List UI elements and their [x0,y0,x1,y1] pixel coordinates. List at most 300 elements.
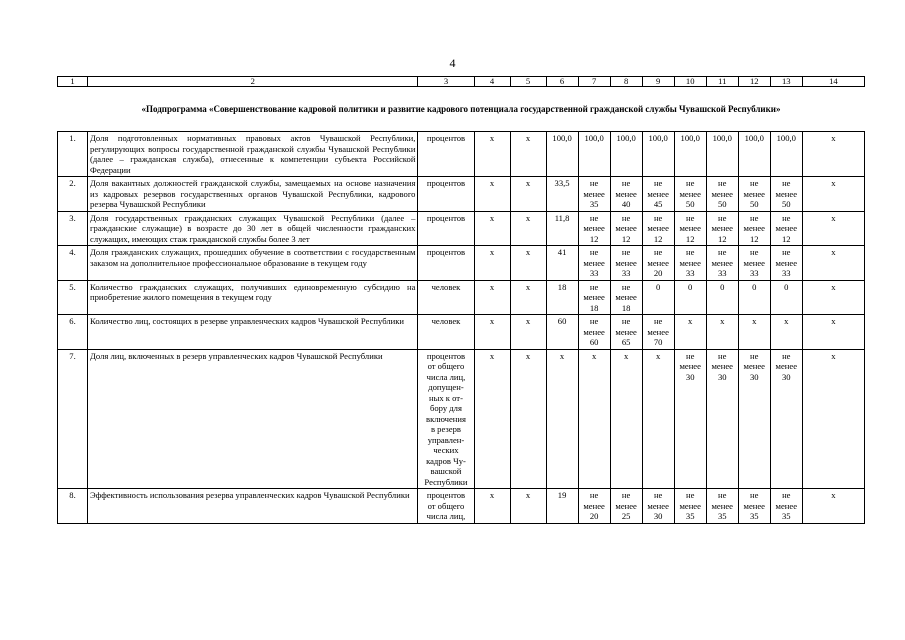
value-cell [770,177,802,212]
value-line: 60 [557,316,567,326]
value-line: менее [647,257,669,268]
value-cell [770,211,802,246]
value-cell [706,349,738,489]
value-cell [706,132,738,177]
unit-line: от общего [427,500,465,511]
value-line: не [782,178,791,188]
column-number-cell: 3 [418,77,474,87]
unit-line: включения [426,413,466,424]
value-line: 50 [782,199,791,209]
column-number-cell: 4 [474,77,510,87]
unit-line: человек [431,281,461,292]
value-line: не [782,212,791,223]
column-number-cell: 8 [610,77,642,87]
unit-cell [418,489,474,524]
value-cell [738,132,770,177]
value-line: не [621,316,631,326]
value-cell [474,246,510,281]
column-number-cell: 6 [546,77,578,87]
value-cell [610,349,642,489]
value-line: 65 [621,337,631,347]
column-number-cell: 11 [706,77,738,87]
value-line: 100,0 [616,133,636,143]
value-cell [474,177,510,212]
value-cell [674,132,706,177]
value-line: не [685,178,695,188]
table-row [58,315,865,350]
value-cell [510,132,546,177]
value-line: менее [679,361,701,371]
value-line: х [656,350,661,361]
row-number-cell: 4. [58,246,88,281]
value-line: не [750,247,759,257]
value-cell [674,246,706,281]
value-cell [802,315,864,350]
value-line: х [688,316,693,326]
value-line: не [621,281,631,292]
indicator-name-cell: Доля государственных гражданских служащих Чувашской Республики (далее – гражданские служащие) в возрасте до 30 лет в общей численности гражданских служащих, имеющих стаж гражданской службы более 3 лет [88,211,418,246]
value-line: х [831,350,836,361]
value-cell [802,280,864,315]
unit-line: процентов [426,133,466,143]
value-line: 35 [589,199,599,209]
value-cell [510,246,546,281]
value-line: менее [647,326,669,337]
unit-line: от общего [427,361,465,371]
value-cell [706,211,738,246]
unit-line: управлен- [427,434,465,445]
value-line: 30 [782,371,791,382]
unit-line: числа лиц, [426,511,466,521]
value-line: менее [743,257,765,268]
value-cell [770,246,802,281]
value-cell [546,246,578,281]
value-cell [738,489,770,524]
value-line: 35 [749,511,759,521]
value-line: менее [679,188,701,199]
unit-line: процентов [426,178,466,188]
value-line: не [653,490,663,500]
table-row [58,349,865,489]
value-line: не [718,247,727,257]
value-line: 100,0 [776,133,796,143]
value-line: х [831,133,836,143]
value-line: менее [711,500,733,511]
value-line: 33 [749,268,759,278]
value-line: х [831,316,836,326]
unit-line: допущен- [428,382,464,392]
value-line: менее [711,188,733,199]
value-line: менее [583,500,605,511]
value-line: менее [583,223,605,233]
value-line: 50 [685,199,695,209]
unit-line: процентов [426,490,466,500]
value-cell [510,211,546,246]
value-cell [642,349,674,489]
column-number-cell: 9 [642,77,674,87]
value-line: х [525,281,531,292]
value-line: 20 [653,268,663,278]
value-line: 35 [782,511,791,521]
value-cell [642,132,674,177]
value-line: не [621,247,631,257]
table-body [58,77,865,524]
value-cell [802,132,864,177]
indicators-table [57,76,865,524]
value-line: менее [679,257,701,268]
unit-line: в резерв [430,424,461,434]
column-number-cell: 2 [88,77,418,87]
value-cell [578,132,610,177]
value-line: не [589,178,599,188]
value-cell [802,349,864,489]
value-cell [674,315,706,350]
row-number-cell: 3. [58,211,88,246]
row-number-cell: 6. [58,315,88,350]
value-line: менее [679,223,701,233]
indicator-name-cell: Доля подготовленных нормативных правовых актов Чувашской Республики, регулирующих вопросы государственной гражданской службы Чувашской Республики (далее – гражданская служба), отнесенные к компетенции субъекта Российской Федерации [88,132,418,177]
subprogram-row [58,87,865,132]
value-cell [802,489,864,524]
value-line: х [489,490,495,500]
unit-line: процентов [426,212,466,223]
value-cell [674,489,706,524]
value-cell [642,315,674,350]
value-line: менее [743,188,765,199]
value-line: х [525,247,531,257]
value-line: менее [615,500,637,511]
value-cell [610,211,642,246]
value-cell [578,315,610,350]
value-cell [674,280,706,315]
value-line: менее [775,257,798,268]
value-line: 70 [653,337,663,347]
value-line: 0 [656,281,661,292]
value-line: х [752,316,757,326]
column-number-cell: 7 [578,77,610,87]
value-line: 0 [784,281,789,292]
value-line: не [589,247,599,257]
table-row [58,177,865,212]
value-line: менее [775,223,798,233]
value-line: 100,0 [648,133,668,143]
table-row [58,280,865,315]
value-line: 30 [653,511,663,521]
value-line: менее [775,361,798,371]
value-cell [642,246,674,281]
row-number-cell: 7. [58,349,88,489]
value-line: не [653,212,663,223]
value-line: х [489,133,495,143]
value-cell [610,489,642,524]
value-line: х [489,178,495,188]
value-cell [474,211,510,246]
value-line: 60 [589,337,599,347]
value-line: х [489,316,495,326]
value-cell [674,211,706,246]
value-line: не [653,316,663,326]
unit-line: бору для [430,403,462,413]
value-line: не [621,212,631,223]
unit-cell [418,246,474,281]
value-cell [546,211,578,246]
value-cell [578,246,610,281]
value-line: не [621,490,631,500]
value-line: не [685,350,695,361]
value-cell [474,315,510,350]
column-number-row [58,77,865,87]
value-line: не [589,316,599,326]
unit-cell [418,315,474,350]
value-cell [738,177,770,212]
value-line: х [489,212,495,223]
indicator-name-cell: Количество лиц, состоящих в резерве управленческих кадров Чувашской Республики [88,315,418,350]
value-line: менее [711,257,733,268]
indicator-name-cell: Доля лиц, включенных в резерв управленческих кадров Чувашской Республики [88,349,418,489]
value-line: 41 [557,247,567,257]
value-line: менее [775,500,798,511]
value-cell [674,177,706,212]
value-line: 100,0 [584,133,604,143]
value-cell [642,489,674,524]
value-cell [510,489,546,524]
value-cell [642,177,674,212]
value-line: х [525,212,531,223]
value-cell [510,315,546,350]
row-number-cell: 1. [58,132,88,177]
value-line: 12 [653,233,663,244]
value-line: 12 [717,233,727,244]
value-cell [802,177,864,212]
value-cell [770,349,802,489]
value-line: 12 [621,233,631,244]
value-cell [546,132,578,177]
unit-cell [418,177,474,212]
value-cell [770,315,802,350]
value-line: х [831,178,836,188]
value-cell [610,315,642,350]
value-line: х [489,247,495,257]
value-cell [546,177,578,212]
value-cell [610,132,642,177]
value-line: 33 [685,268,695,278]
value-line: менее [615,257,637,268]
value-line: не [750,178,759,188]
value-line: 33 [782,268,791,278]
indicator-name-cell: Доля гражданских служащих, прошедших обучение в соответствии с государственным заказом на дополнительное профессиональное образование в текущем году [88,246,418,281]
value-line: х [831,281,836,292]
value-line: менее [743,361,765,371]
value-cell [610,280,642,315]
value-cell [474,489,510,524]
value-line: не [653,247,663,257]
value-line: 30 [717,371,727,382]
value-line: менее [615,292,637,302]
value-cell [578,349,610,489]
value-line: не [589,281,599,292]
value-line: 12 [685,233,695,244]
value-cell [706,280,738,315]
value-cell [738,315,770,350]
value-cell [738,246,770,281]
value-line: менее [583,188,605,199]
value-line: х [784,316,789,326]
unit-line: процентов [426,350,466,361]
value-line: 12 [782,233,791,244]
indicator-name-cell: Эффективность использования резерва управленческих кадров Чувашской Республики [88,489,418,524]
value-cell [674,349,706,489]
value-line: менее [679,500,701,511]
column-number-cell: 10 [674,77,706,87]
value-line: не [589,212,599,223]
value-line: 50 [717,199,727,209]
value-line: х [525,350,531,361]
table-row [58,211,865,246]
value-cell [510,349,546,489]
value-cell [578,177,610,212]
value-line: 33 [589,268,599,278]
value-cell [706,315,738,350]
value-cell [770,280,802,315]
value-line: х [831,247,836,257]
value-cell [578,489,610,524]
value-line: 100,0 [712,133,732,143]
column-number-cell: 5 [510,77,546,87]
value-line: не [718,490,727,500]
value-cell [546,280,578,315]
value-line: не [750,212,759,223]
unit-cell [418,280,474,315]
value-line: 18 [589,302,599,313]
value-line: 33 [621,268,631,278]
unit-line: ческих [433,445,459,455]
value-line: менее [743,223,765,233]
value-line: не [782,350,791,361]
value-line: не [782,247,791,257]
value-line: х [525,316,531,326]
unit-line: числа лиц, [426,371,466,382]
value-line: не [750,350,759,361]
value-cell [706,246,738,281]
value-cell [578,280,610,315]
value-line: 100,0 [552,133,572,143]
value-cell [510,280,546,315]
value-cell [802,246,864,281]
unit-cell [418,211,474,246]
value-cell [706,489,738,524]
value-line: менее [711,223,733,233]
value-line: 30 [749,371,759,382]
value-cell [474,132,510,177]
value-line: менее [583,292,605,302]
value-line: х [559,350,565,361]
table-row [58,246,865,281]
value-line: 11,8 [554,212,570,223]
value-cell [770,132,802,177]
value-line: 50 [749,199,759,209]
unit-cell [418,349,474,489]
value-line: менее [583,326,605,337]
value-line: 33,5 [554,178,570,188]
row-number-cell: 2. [58,177,88,212]
value-line: х [623,350,629,361]
indicator-name-cell: Количество гражданских служащих, получивших единовременную субсидию на приобретение жилого помещения в текущем году [88,280,418,315]
value-line: 20 [589,511,599,521]
column-number-cell: 1 [58,77,88,87]
value-line: менее [647,188,669,199]
value-line: 35 [685,511,695,521]
value-cell [738,349,770,489]
value-line: 18 [557,281,567,292]
unit-line: Республики [424,476,468,487]
value-cell [738,211,770,246]
value-line: х [591,350,597,361]
value-line: не [685,490,695,500]
value-line: не [589,490,599,500]
value-line: менее [615,223,637,233]
indicator-name-cell: Доля вакантных должностей гражданской службы, замещаемых на основе назначения из кадровых резервов государственных органов Чувашской Республики, кадрового резерва Чувашской Республики [88,177,418,212]
value-line: не [685,212,695,223]
value-line: 40 [621,199,631,209]
value-line: 33 [717,268,727,278]
value-line: не [718,350,727,361]
unit-line: кадров Чу- [426,455,466,466]
unit-line: процентов [426,247,466,257]
value-line: менее [647,223,669,233]
row-number-cell: 5. [58,280,88,315]
value-line: менее [711,361,733,371]
unit-line: вашской [430,466,462,476]
value-line: 12 [749,233,759,244]
value-line: х [525,178,531,188]
column-number-cell: 12 [738,77,770,87]
value-line: х [831,212,836,223]
column-number-cell: 13 [770,77,802,87]
value-line: х [525,133,531,143]
column-number-cell: 14 [802,77,864,87]
value-line: 0 [720,281,725,292]
value-cell [642,280,674,315]
value-line: 100,0 [744,133,764,143]
value-line: 45 [653,199,663,209]
unit-line: ных к от- [428,392,463,403]
unit-line: человек [431,316,461,326]
value-cell [546,315,578,350]
value-line: менее [647,500,669,511]
value-line: не [718,178,727,188]
value-line: х [489,350,495,361]
value-line: х [720,316,725,326]
value-cell [610,246,642,281]
value-cell [610,177,642,212]
value-line: не [718,212,727,223]
value-cell [578,211,610,246]
value-line: не [653,178,663,188]
value-line: х [831,490,836,500]
value-line: 0 [752,281,757,292]
value-cell [802,211,864,246]
value-line: х [525,490,531,500]
value-cell [706,177,738,212]
value-line: не [782,490,791,500]
value-line: не [685,247,695,257]
value-line: менее [583,257,605,268]
value-line: 30 [685,371,695,382]
value-cell [474,349,510,489]
value-line: менее [615,326,637,337]
value-line: менее [775,188,798,199]
value-cell [510,177,546,212]
